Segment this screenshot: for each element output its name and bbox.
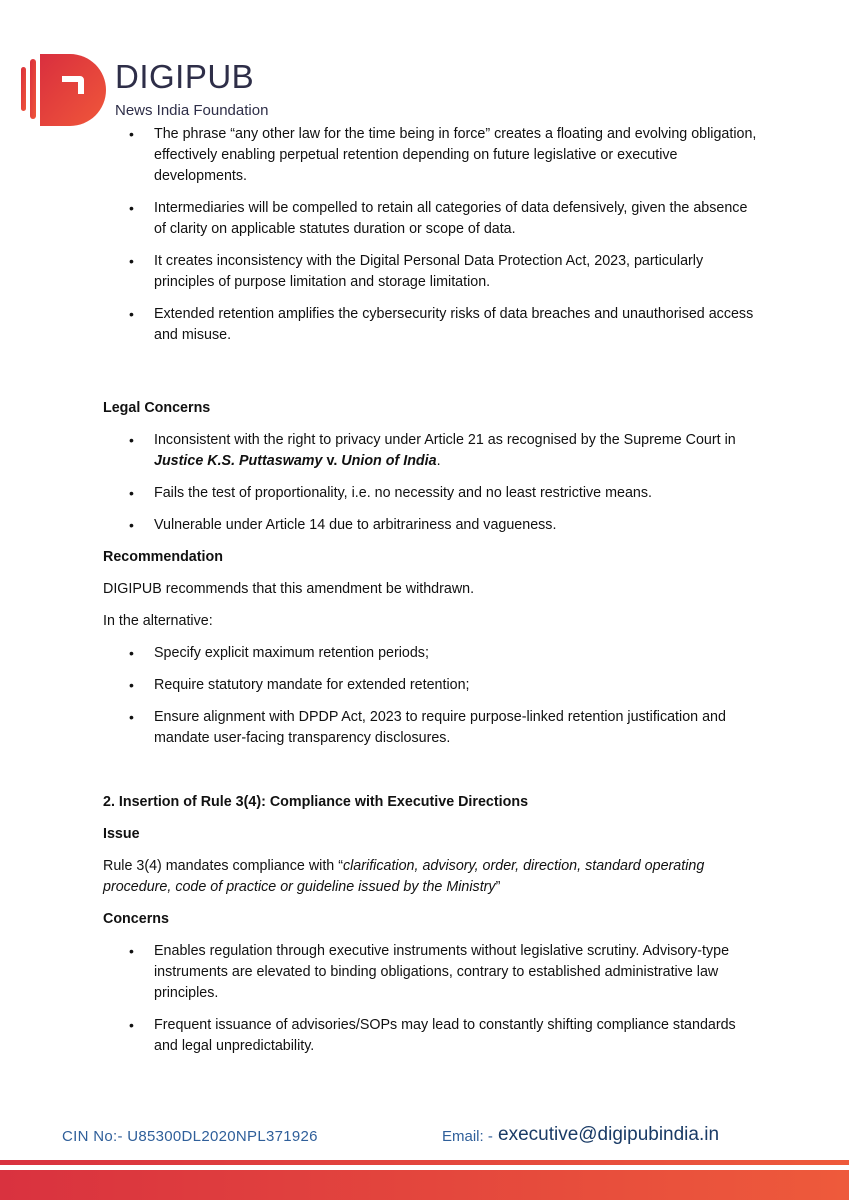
concerns-list [103, 941, 763, 1057]
recommendation-text: DIGIPUB recommends that this amendment be withdrawn. [103, 581, 475, 597]
recommendation-heading: Recommendation [103, 549, 223, 565]
brand-name: DIGIPUB [115, 58, 255, 95]
case-v: v. [326, 453, 338, 469]
case-name-2: Union of India [341, 453, 437, 469]
legal-concerns-list [103, 430, 763, 536]
list-item [103, 430, 763, 472]
legal-concerns-heading: Legal Concerns [103, 400, 211, 416]
alternative-intro: In the alternative: [103, 613, 213, 629]
section-2-heading: 2. Insertion of Rule 3(4): Compliance with Executive Directions [103, 794, 529, 810]
issue-quote: clarification, advisory, order, direction, standard operating procedure, code of practice or guideline issued by the Ministry [103, 858, 705, 895]
brand-subtitle: News India Foundation [115, 102, 269, 119]
issue-heading: Issue [103, 826, 140, 842]
cin-number: CIN No:- U85300DL2020NPL371926 [62, 1128, 318, 1145]
list-item: • Specify explicit maximum retention periods; [103, 643, 763, 664]
document-body [103, 124, 763, 1057]
email-link[interactable]: executive@digipubindia.in [498, 1124, 720, 1145]
list-item: • The phrase “any other law for the time being in force” creates a floating and evolving obligation, effectively enabling perpetual retention depending on future legislative or executive developments. [103, 124, 763, 187]
digipub-logo-icon [18, 50, 110, 128]
case-end: . [436, 453, 441, 469]
legal-concern-text: Inconsistent with the right to privacy under Article 21 as recognised by the Supreme Court in [154, 432, 736, 448]
recommendation-list [103, 643, 763, 749]
list-item: • Intermediaries will be compelled to retain all categories of data defensively, given the absence of clarity on applicable statutes duration or scope of data. [103, 198, 763, 240]
list-item: • It creates inconsistency with the Digital Personal Data Protection Act, 2023, particularly principles of purpose limitation and storage limitation. [103, 251, 763, 293]
list-item: • Fails the test of proportionality, i.e. no necessity and no least restrictive means. [103, 483, 763, 504]
list-item: • Require statutory mandate for extended retention; [103, 675, 763, 696]
list-item: • Vulnerable under Article 14 due to arbitrariness and vagueness. [103, 515, 763, 536]
list-item: • Enables regulation through executive instruments without legislative scrutiny. Advisory-type instruments are elevated to binding obligations, contrary to established administrative law principles. [103, 941, 763, 1004]
case-name-1: Justice K.S. Puttaswamy [154, 453, 323, 469]
issue-suffix: ” [495, 879, 501, 895]
footer-divider [0, 1160, 849, 1165]
list-item: • Frequent issuance of advisories/SOPs may lead to constantly shifting compliance standards and legal unpredictability. [103, 1015, 763, 1057]
issue-text [103, 856, 763, 898]
footer-bar [0, 1170, 849, 1200]
digipub-logo [18, 50, 278, 130]
concerns-heading: Concerns [103, 911, 169, 927]
email-label: Email: - [442, 1128, 493, 1145]
list-item: • Extended retention amplifies the cybersecurity risks of data breaches and unauthorised access and misuse. [103, 304, 763, 346]
intro-bullet-list [103, 124, 763, 346]
list-item: • Ensure alignment with DPDP Act, 2023 to require purpose-linked retention justification and mandate user-facing transparency disclosures. [103, 707, 763, 749]
issue-prefix: Rule 3(4) mandates compliance with “ [103, 858, 343, 874]
